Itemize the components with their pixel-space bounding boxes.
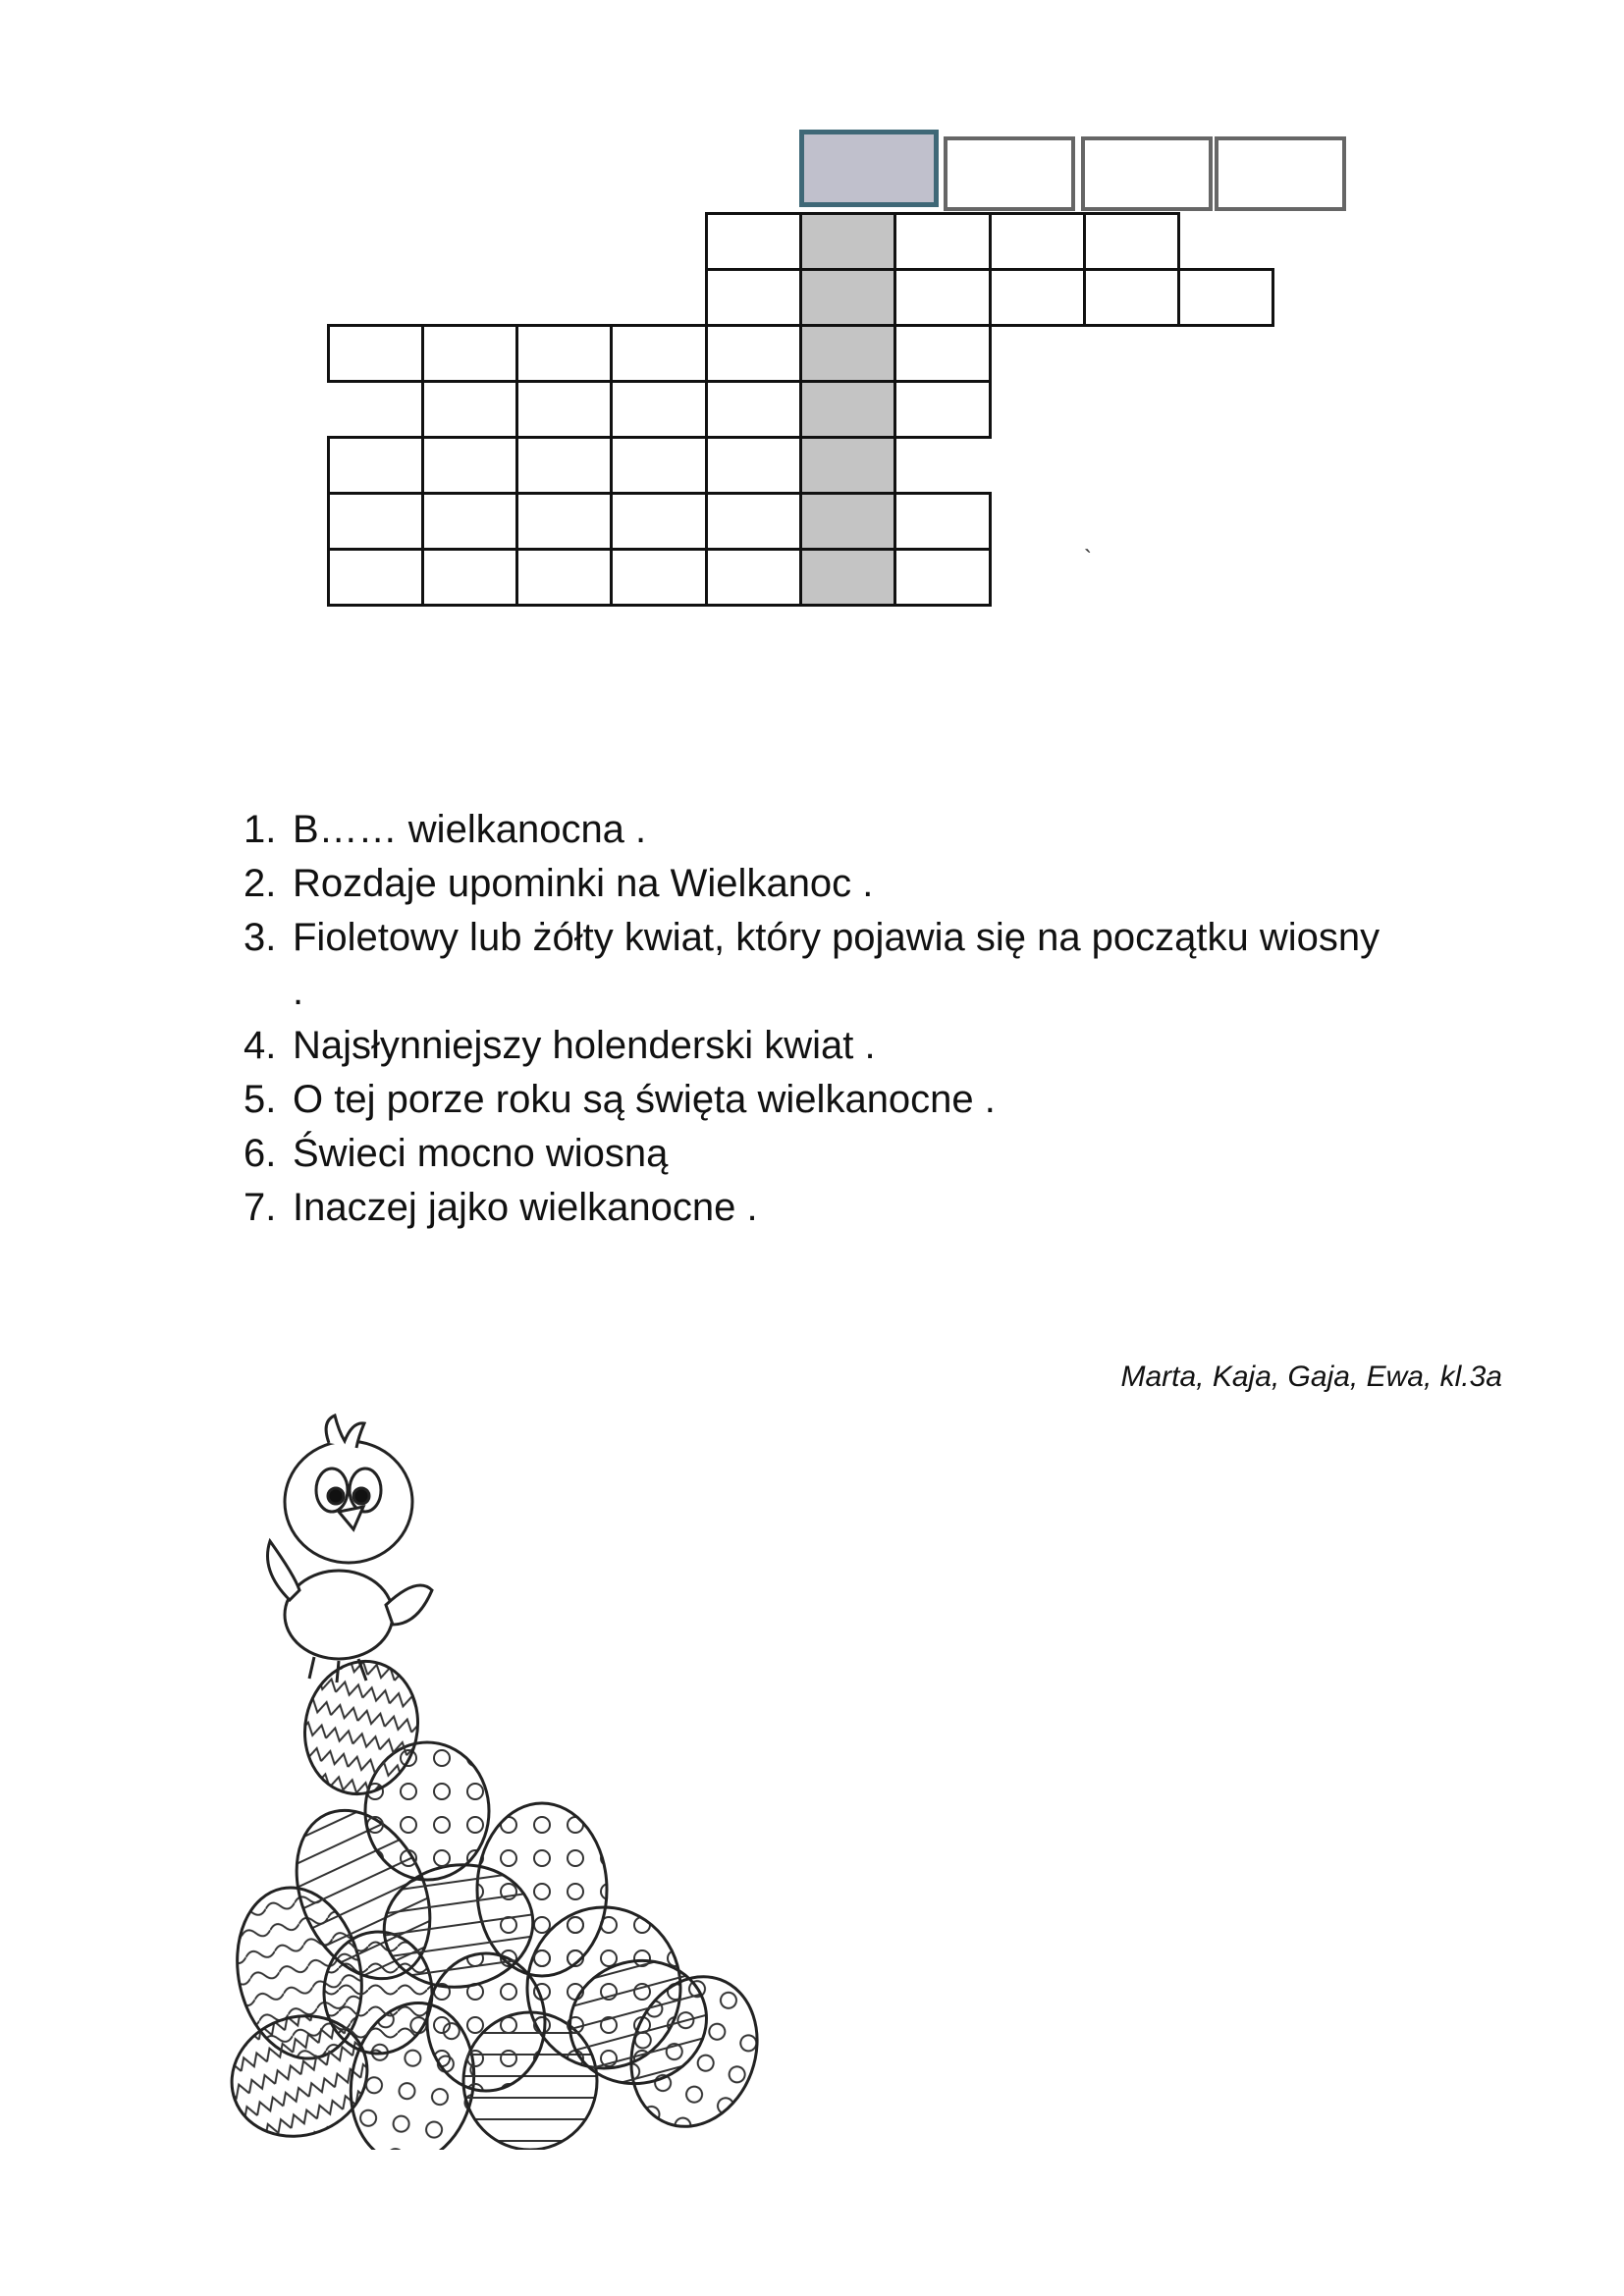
crossword-cell[interactable] xyxy=(421,436,518,495)
crossword-cell[interactable] xyxy=(1083,212,1180,271)
crossword-cell[interactable] xyxy=(327,492,424,551)
clue-item xyxy=(244,1127,1382,1181)
crossword-cell[interactable] xyxy=(705,268,802,327)
clue-text: Inaczej jajko wielkanocne . xyxy=(293,1186,758,1229)
crossword-cell[interactable] xyxy=(705,212,802,271)
clue-number: 1. xyxy=(244,808,277,851)
crossword-cell[interactable] xyxy=(989,212,1086,271)
clue-text: Fioletowy lub żółty kwiat, który pojawia się na początku wiosny . xyxy=(293,916,1380,1013)
crossword-grid xyxy=(0,0,1624,746)
crossword-header-cell-highlighted[interactable] xyxy=(799,130,939,207)
clue-item xyxy=(244,1073,1382,1127)
crossword-key-cell[interactable] xyxy=(799,380,896,439)
crossword-cell[interactable] xyxy=(705,492,802,551)
crossword-key-cell[interactable] xyxy=(799,492,896,551)
crossword-cell[interactable] xyxy=(515,380,613,439)
crossword-cell[interactable] xyxy=(989,268,1086,327)
crossword-header-cell[interactable] xyxy=(944,136,1075,211)
crossword-cell[interactable] xyxy=(515,548,613,607)
clue-number: 6. xyxy=(244,1132,277,1175)
crossword-cell[interactable] xyxy=(515,436,613,495)
crossword-cell[interactable] xyxy=(893,548,991,607)
crossword-cell[interactable] xyxy=(515,492,613,551)
author-credit: Marta, Kaja, Gaja, Ewa, kl.3a xyxy=(1120,1361,1502,1393)
crossword-key-cell[interactable] xyxy=(799,324,896,383)
crossword-cell[interactable] xyxy=(327,436,424,495)
clue-text: Rozdaje upominki na Wielkanoc . xyxy=(293,862,874,905)
crossword-cell[interactable] xyxy=(610,380,707,439)
crossword-cell[interactable] xyxy=(610,492,707,551)
crossword-key-cell[interactable] xyxy=(799,212,896,271)
clue-text: Świeci mocno wiosną xyxy=(293,1132,669,1175)
crossword-cell[interactable] xyxy=(893,380,991,439)
crossword-cell[interactable] xyxy=(610,436,707,495)
crossword-header-cell[interactable] xyxy=(1081,136,1213,211)
crossword-cell[interactable] xyxy=(705,548,802,607)
crossword-key-cell[interactable] xyxy=(799,436,896,495)
clue-item xyxy=(244,857,1382,911)
clue-number: 7. xyxy=(244,1186,277,1229)
clue-text: O tej porze roku są święta wielkanocne . xyxy=(293,1078,996,1121)
clue-number: 2. xyxy=(244,862,277,905)
crossword-cell[interactable] xyxy=(705,380,802,439)
crossword-cell[interactable] xyxy=(705,436,802,495)
clue-number: 5. xyxy=(244,1078,277,1121)
crossword-cell[interactable] xyxy=(421,324,518,383)
crossword-cell[interactable] xyxy=(893,492,991,551)
crossword-cell[interactable] xyxy=(893,268,991,327)
clue-list xyxy=(244,803,1382,1235)
crossword-cell[interactable] xyxy=(1177,268,1274,327)
crossword-cell[interactable] xyxy=(421,492,518,551)
chick-on-easter-eggs-icon xyxy=(191,1374,859,2150)
clue-number: 4. xyxy=(244,1024,277,1067)
crossword-key-cell[interactable] xyxy=(799,268,896,327)
clue-item xyxy=(244,803,1382,857)
clue-item xyxy=(244,1019,1382,1073)
crossword-header-cell[interactable] xyxy=(1215,136,1346,211)
clue-item xyxy=(244,1181,1382,1235)
crossword-cell[interactable] xyxy=(421,380,518,439)
crossword-cell[interactable] xyxy=(705,324,802,383)
crossword-cell[interactable] xyxy=(893,212,991,271)
crossword-cell[interactable] xyxy=(327,324,424,383)
clue-text: B…… wielkanocna . xyxy=(293,808,647,851)
crossword-cell[interactable] xyxy=(610,548,707,607)
crossword-cell[interactable] xyxy=(421,548,518,607)
crossword-cell[interactable] xyxy=(515,324,613,383)
clue-text: Najsłynniejszy holenderski kwiat . xyxy=(293,1024,876,1067)
crossword-cell[interactable] xyxy=(1083,268,1180,327)
crossword-cell[interactable] xyxy=(327,548,424,607)
crossword-key-cell[interactable] xyxy=(799,548,896,607)
clue-number: 3. xyxy=(244,916,277,959)
crossword-cell[interactable] xyxy=(893,324,991,383)
crossword-cell[interactable] xyxy=(610,324,707,383)
clue-item xyxy=(244,911,1382,1019)
stray-mark: ` xyxy=(1084,546,1092,572)
